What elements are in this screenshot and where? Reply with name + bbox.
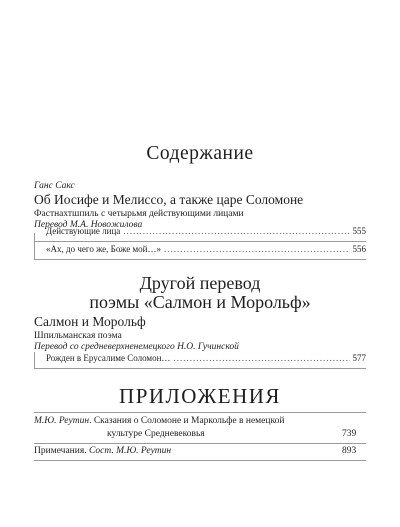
toc-entry-label: «Ах, до чего же, Боже мой…»	[46, 244, 161, 254]
salmon-genre: Шпильманская поэма	[34, 331, 122, 341]
toc-leader-dots	[164, 244, 350, 254]
divider	[34, 259, 366, 260]
appendix-article-title-line2: культуре Средневековья	[107, 429, 205, 439]
appendix-notes-compiler: Сост. М.Ю. Реутин	[88, 446, 172, 456]
toc-entry-label: Рожден в Ерусалиме Соломон…	[46, 353, 171, 363]
sachs-genre: Фастнахтшпиль с четырьмя действующими лицами	[34, 209, 244, 219]
appendix-article-line1[interactable]	[34, 416, 284, 426]
toc-entry-page: 555	[352, 226, 366, 236]
divider	[34, 241, 366, 242]
sachs-work-title: Об Иосифе и Мелиссо, а также царе Соломоне	[34, 192, 304, 207]
appendix-article-author: М.Ю. Реутин	[34, 416, 90, 426]
appendix-heading: ПРИЛОЖЕНИЯ	[119, 384, 281, 408]
alt-translation-title-line2: поэмы «Салмон и Морольф»	[89, 292, 311, 312]
divider	[34, 460, 366, 461]
toc-entry-page: 577	[352, 353, 366, 363]
toc-entry[interactable]	[46, 226, 366, 236]
appendix-article-page: 739	[342, 429, 357, 439]
appendix-article-title-line1: . Сказания о Соломоне и Маркольфе в немецкой	[89, 416, 285, 426]
alt-translation-title-line1: Другой перевод	[139, 273, 261, 293]
salmon-translator: Перевод со средневерхненемецкого Н.О. Гучинской	[34, 342, 239, 352]
salmon-work-title: Салмон и Морольф	[34, 314, 146, 329]
toc-entry[interactable]	[46, 244, 366, 254]
appendix-notes-label: Примечания.	[34, 446, 87, 456]
sachs-translator-prefix: Перевод	[34, 220, 68, 230]
divider	[34, 443, 366, 444]
salmon-bracket-line	[34, 352, 35, 368]
toc-entry-page: 556	[352, 244, 366, 254]
sachs-translator-name: М.А. Новожилова	[69, 220, 143, 230]
toc-leader-dots	[123, 226, 349, 236]
toc-leader-dots	[173, 353, 349, 363]
appendix-notes-line[interactable]	[34, 446, 171, 456]
toc-entry[interactable]	[46, 353, 366, 363]
toc-entry-label: Действующие лица	[46, 226, 121, 236]
sachs-bracket-line	[34, 233, 35, 260]
divider	[34, 368, 366, 369]
appendix-notes-page: 893	[342, 446, 357, 456]
sachs-author: Ганс Сакс	[34, 181, 75, 191]
divider	[34, 412, 366, 413]
contents-heading: Содержание	[146, 143, 254, 164]
